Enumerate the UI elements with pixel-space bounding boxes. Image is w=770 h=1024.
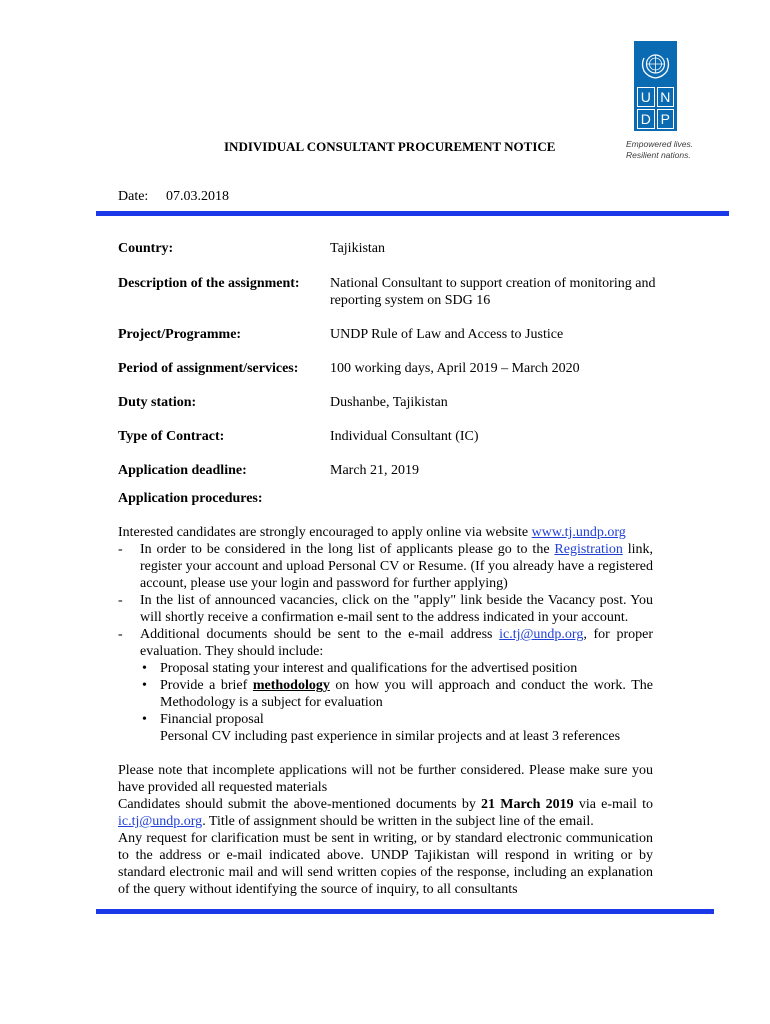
bullet1-text: Proposal stating your interest and qualifications for the advertised position [160,661,578,676]
detail-value: Tajikistan [330,241,386,256]
detail-row-contract [118,428,658,445]
logo-letter: U [637,87,655,107]
detail-row-period [118,360,658,377]
email-link[interactable]: ic.tj@undp.org [499,627,584,642]
list-item [140,677,653,711]
page-title: INDIVIDUAL CONSULTANT PROCUREMENT NOTICE [224,139,556,154]
detail-label: Period of assignment/services: [118,361,299,376]
list-item [118,592,653,626]
deadline-emphasis: 21 March 2019 [481,797,574,812]
detail-label: Type of Contract: [118,429,225,444]
intro-text: Interested candidates are strongly encouraged to apply online via website [118,525,532,540]
bullet-icon: • [142,712,147,727]
detail-row-duty-station [118,394,658,411]
step2-text: In the list of announced vacancies, click on the "apply" link beside the Vacancy post. You will shortly receive a confirmation e-mail sent to the address indicated in your account. [140,593,653,625]
note-clarification: Any request for clarification must be sent in writing, or by standard electronic communication to the address or e-mail indicated above. UNDP Tajikistan will respond in writing or by standard electronic mail and will send written copies of the response, including an explanation of the query without identifying the source of inquiry, to all consultants [118,831,653,897]
logo-letter: P [657,109,675,129]
detail-row-project [118,326,658,343]
note-incomplete: Please note that incomplete applications will not be further considered. Please make sure you have provided all requested materials [118,763,653,795]
un-emblem-icon [638,47,673,83]
detail-value: March 21, 2019 [330,463,420,478]
detail-row-deadline [118,462,658,479]
detail-label: Application deadline: [118,463,247,478]
undp-logo [634,41,677,131]
tagline-line2: Resilient nations. [626,150,691,160]
note2-text: Candidates should submit the above-mentioned documents by [118,797,482,812]
logo-letter: N [657,87,675,107]
detail-label: Project/Programme: [118,327,242,342]
step1-text-end: link, register your account and upload Personal CV or Resume. (If you already have a registered account, please use your login and password for further applying) [140,542,653,591]
list-item [140,711,653,745]
notice-date [118,189,229,205]
methodology-emphasis: methodology [252,678,330,693]
steps-list [118,541,653,745]
bullet-icon: • [142,678,147,693]
email-link[interactable]: ic.tj@undp.org [118,814,203,829]
undp-letters [637,87,674,129]
bullet2-text-end: on how you will approach and conduct the work. The Methodology is a subject for evaluation [160,678,653,710]
detail-row-description [118,275,658,309]
step1-text: In order to be considered in the long list of applicants please go to the [140,542,555,557]
note2-text-end: . Title of assignment should be written in the subject line of the email. [202,814,594,829]
step3-text-end: , for proper evaluation. They should include: [140,627,653,659]
website-link[interactable]: www.tj.undp.org [531,525,626,540]
logo-tagline [626,139,716,161]
assignment-details [118,240,658,479]
bullet3-text-line2: Personal CV including past experience in similar projects and at least 3 references [160,729,621,744]
detail-label: Description of the assignment: [118,276,300,291]
detail-value: Dushanbe, Tajikistan [330,395,448,410]
procedures-heading: Application procedures: [118,491,263,506]
logo-letter: D [637,109,655,129]
list-item [118,541,653,592]
detail-value: National Consultant to support creation of monitoring and reporting system on SDG 16 [330,276,656,308]
bullet3-text: Financial proposal [160,712,264,727]
procedures-body [118,524,653,898]
date-value: 07.03.2018 [166,189,229,204]
bottom-divider [96,909,714,914]
detail-label: Duty station: [118,395,197,410]
detail-label: Country: [118,241,174,256]
procedures-intro [118,524,653,541]
registration-link[interactable]: Registration [554,542,623,557]
detail-value: 100 working days, April 2019 – March 2020 [330,361,580,376]
detail-value: Individual Consultant (IC) [330,429,479,444]
tagline-line1: Empowered lives. [626,139,694,149]
note2-text-mid: via e-mail to [573,797,653,812]
top-divider [96,211,729,216]
date-label: Date: [118,189,149,204]
documents-list [140,660,653,745]
list-item [140,660,653,677]
step3-text: Additional documents should be sent to the e-mail address [140,627,500,642]
bullet-icon: • [142,661,147,676]
detail-value: UNDP Rule of Law and Access to Justice [330,327,564,342]
detail-row-country [118,240,658,257]
list-item [118,626,653,745]
bullet2-text: Provide a brief [160,678,253,693]
note-submission [118,796,653,830]
